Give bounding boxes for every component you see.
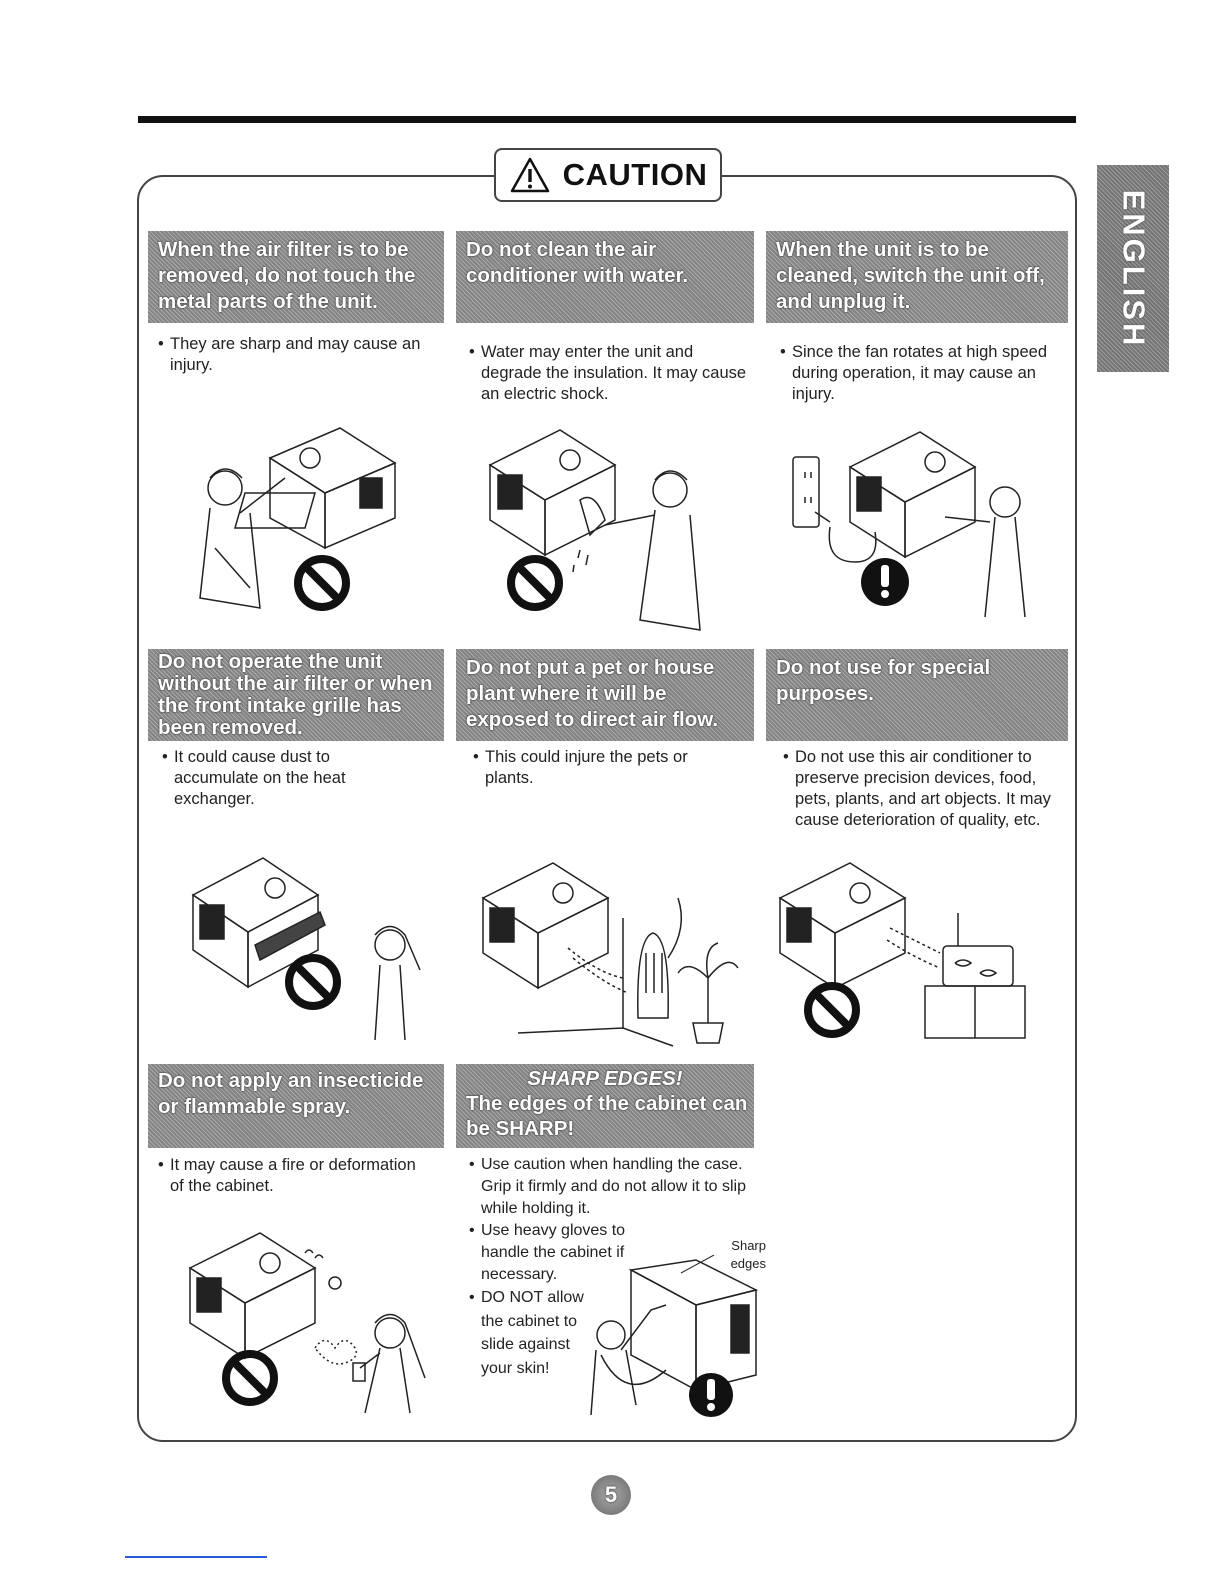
illustration-water-cleaning: [480, 420, 725, 645]
illustration-no-filter: [185, 850, 440, 1045]
footer-rule: [125, 1556, 267, 1558]
illustration-insecticide: [185, 1228, 440, 1418]
bullet-item: • DO NOT allow the cabinet to slide against your skin!: [469, 1289, 584, 1377]
bullets-no-water: [467, 342, 747, 405]
sharp-edges-callout: Sharp edges: [730, 1238, 766, 1271]
illustration-unplug: [785, 422, 1045, 622]
illustration-pets-plants: [478, 858, 753, 1058]
bullet-item: • Since the fan rotates at high speed during operation, it may cause an injury.: [780, 343, 1048, 403]
banner-air-filter-metal: When the air filter is to be removed, do not touch the metal parts of the unit.: [148, 231, 444, 323]
caution-header: [494, 148, 722, 202]
bullet-item: • It could cause dust to accumulate on the heat exchanger.: [162, 748, 346, 808]
bullets-no-filter-operation: [160, 747, 400, 810]
bullet-item: • It may cause a fire or deformation of the cabinet.: [158, 1156, 416, 1195]
illustration-sharp-edges: [586, 1255, 761, 1420]
bullet-item: • Use heavy gloves to handle the cabinet if necessary.: [469, 1222, 626, 1283]
banner-unplug: When the unit is to be cleaned, switch the unit off, and unplug it.: [766, 231, 1068, 323]
warning-triangle-icon: [509, 156, 551, 194]
bullet-item: • Water may enter the unit and degrade the insulation. It may cause an electric shock.: [469, 343, 747, 403]
bullet-item: • Use caution when handling the case. Grip it firmly and do not allow it to slip while holding it.: [469, 1156, 746, 1217]
bullets-insecticide: [156, 1155, 426, 1197]
bullet-item: • Do not use this air conditioner to preserve precision devices, food, pets, plants, and art objects. It may cause deterioration of quality, etc.: [783, 748, 1051, 829]
top-rule: [138, 116, 1076, 123]
illustration-special-purposes: [775, 858, 1050, 1048]
illustration-filter-removal: [170, 418, 410, 638]
banner-pets-plants: Do not put a pet or house plant where it will be exposed to direct air flow.: [456, 649, 754, 741]
bullets-unplug: [778, 342, 1058, 405]
banner-no-water: Do not clean the air conditioner with water.: [456, 231, 754, 323]
banner-no-filter-operation: Do not operate the unit without the air filter or when the front intake grille has been removed.: [148, 649, 444, 741]
bullets-pets-plants: [471, 747, 731, 789]
bullet-item: • This could injure the pets or plants.: [473, 748, 688, 787]
bullets-air-filter-metal: [156, 334, 436, 376]
banner-special-purposes: Do not use for special purposes.: [766, 649, 1068, 741]
page-number: 5: [591, 1475, 631, 1515]
language-tab: [1097, 165, 1169, 372]
caution-title: CAUTION: [562, 157, 708, 192]
bullet-item: • They are sharp and may cause an injury.: [158, 335, 421, 374]
banner-insecticide: Do not apply an insecticide or flammable spray.: [148, 1064, 444, 1148]
language-tab-label: ENGLISH: [1116, 189, 1152, 348]
bullets-special-purposes: [781, 747, 1067, 831]
banner-sharp-edges: SHARP EDGES! The edges of the cabinet can be SHARP!: [456, 1064, 754, 1148]
